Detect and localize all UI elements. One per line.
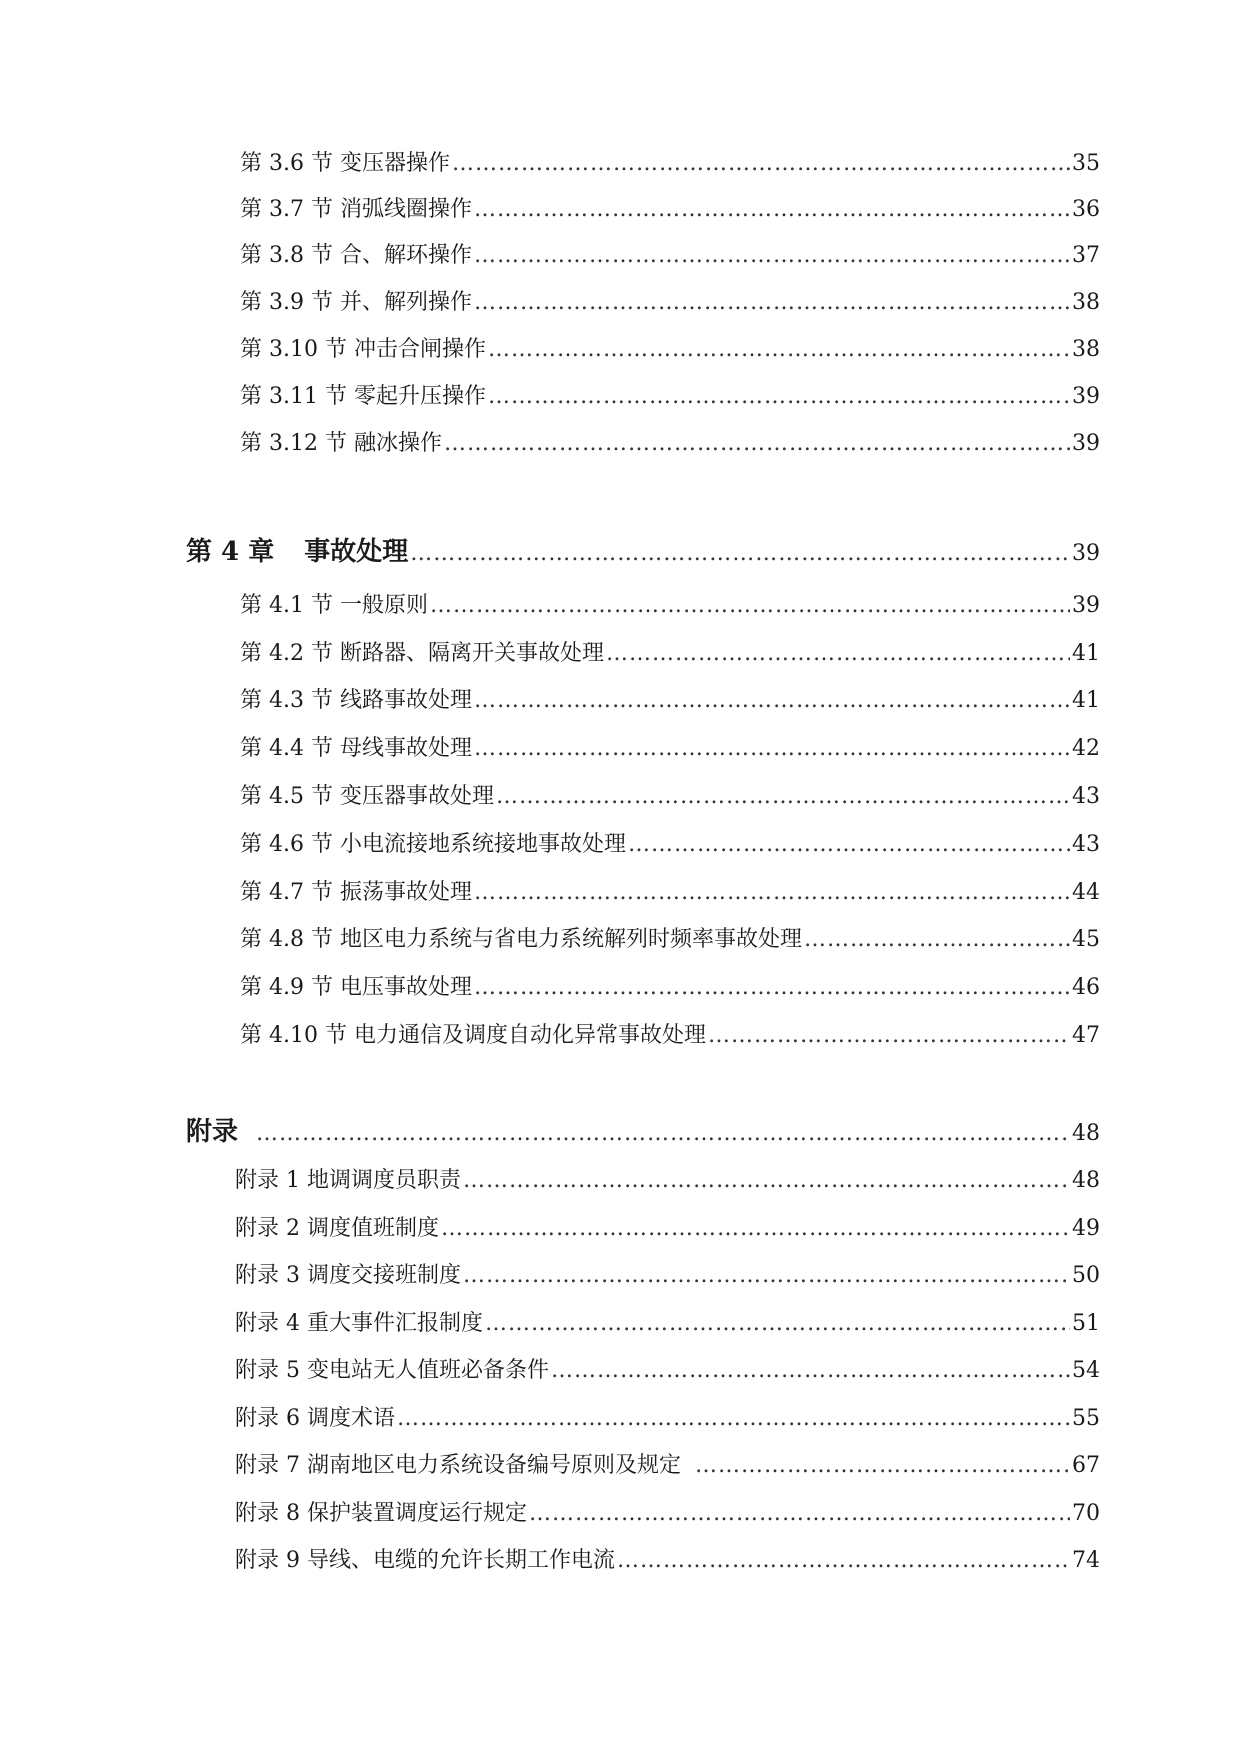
- dot-leader: [488, 337, 1070, 362]
- toc-entry-page: 39: [1072, 593, 1100, 618]
- toc-entry-page: 36: [1072, 197, 1100, 222]
- dot-leader: [606, 641, 1070, 666]
- toc-entry-page: 35: [1072, 151, 1100, 176]
- chapter-heading: [0, 531, 408, 568]
- toc-entry[interactable]: [0, 238, 1241, 269]
- toc-entry-page: 50: [1072, 1263, 1100, 1288]
- toc-entry[interactable]: [0, 1306, 1241, 1337]
- toc-entry-title: 第 4.9 节 电压事故处理: [240, 975, 472, 1000]
- toc-entry[interactable]: [0, 588, 1241, 619]
- toc-entry-title: 第 3.7 节 消弧线圈操作: [240, 197, 472, 222]
- dot-leader: [452, 151, 1070, 176]
- toc-entry-page: 46: [1072, 975, 1100, 1000]
- toc-entry-page: 39: [1072, 384, 1100, 409]
- dot-leader: [474, 880, 1070, 905]
- dot-leader: [463, 1168, 1070, 1193]
- toc-entry-title: 第 4.6 节 小电流接地系统接地事故处理: [240, 832, 626, 857]
- toc-entry-page: 39: [1072, 431, 1100, 456]
- toc-entry[interactable]: [0, 379, 1241, 410]
- toc-entry-title: 附录 1 地调调度员职责: [235, 1168, 461, 1193]
- toc-entry[interactable]: [0, 922, 1241, 953]
- toc-entry-title: 第 3.11 节 零起升压操作: [240, 384, 486, 409]
- toc-entry[interactable]: [0, 875, 1241, 906]
- toc-entry-page: 38: [1072, 290, 1100, 315]
- dot-leader: [617, 1548, 1070, 1573]
- toc-entry[interactable]: [0, 636, 1241, 667]
- dot-leader: [496, 784, 1070, 809]
- dot-leader: [485, 1311, 1070, 1336]
- toc-entry-title: 第 4.10 节 电力通信及调度自动化异常事故处理: [240, 1023, 706, 1048]
- toc-entry-page: 54: [1072, 1358, 1100, 1383]
- toc-entry-page: 70: [1072, 1501, 1100, 1526]
- toc-entry-page: 44: [1072, 880, 1100, 905]
- toc-entry-title: 第 4.4 节 母线事故处理: [240, 736, 472, 761]
- dot-leader: [488, 384, 1070, 409]
- toc-entry[interactable]: [0, 731, 1241, 762]
- dot-leader: [804, 927, 1070, 952]
- toc-entry[interactable]: [0, 1258, 1241, 1289]
- toc-entry-page: 43: [1072, 784, 1100, 809]
- dot-leader: [430, 593, 1070, 618]
- dot-leader: [628, 832, 1070, 857]
- toc-entry-title: 第 4.7 节 振荡事故处理: [240, 880, 472, 905]
- toc-entry[interactable]: [0, 1401, 1241, 1432]
- toc-entry[interactable]: [0, 1163, 1241, 1194]
- dot-leader: [474, 197, 1070, 222]
- toc-entry[interactable]: [0, 1018, 1241, 1049]
- toc-entry-page: 49: [1072, 1216, 1100, 1241]
- toc-entry-page: 45: [1072, 927, 1100, 952]
- toc-entry-title: 附录 7 湖南地区电力系统设备编号原则及规定: [235, 1453, 681, 1478]
- appendix-heading: 附录: [186, 1117, 239, 1147]
- toc-entry[interactable]: [0, 332, 1241, 363]
- toc-entry[interactable]: [0, 192, 1241, 223]
- toc-entry-page: 51: [1072, 1311, 1100, 1336]
- toc-entry-title: 第 3.12 节 融冰操作: [240, 431, 442, 456]
- toc-entry-title: 第 4.2 节 断路器、隔离开关事故处理: [240, 641, 604, 666]
- toc-entry-title: 第 4.8 节 地区电力系统与省电力系统解列时频率事故处理: [240, 927, 802, 952]
- toc-entry-page: 55: [1072, 1406, 1100, 1431]
- toc-entry-page: 39: [1072, 541, 1100, 566]
- toc-entry-page: 42: [1072, 736, 1100, 761]
- dot-leader: [708, 1023, 1070, 1048]
- toc-entry[interactable]: [0, 1353, 1241, 1384]
- toc-entry[interactable]: [0, 285, 1241, 316]
- toc-entry[interactable]: [0, 827, 1241, 858]
- toc-entry-title: 附录 3 调度交接班制度: [235, 1263, 461, 1288]
- dot-leader: [397, 1406, 1070, 1431]
- dot-leader: [529, 1501, 1070, 1526]
- toc-entry-title: 第 3.6 节 变压器操作: [240, 151, 450, 176]
- dot-leader: [463, 1263, 1070, 1288]
- toc-entry-page: 38: [1072, 337, 1100, 362]
- toc-entry-title: 附录 8 保护装置调度运行规定: [235, 1501, 527, 1526]
- toc-entry-page: 48: [1072, 1168, 1100, 1193]
- toc-entry[interactable]: [0, 970, 1241, 1001]
- dot-leader: [474, 736, 1070, 761]
- toc-entry-title: 第 4.3 节 线路事故处理: [240, 688, 472, 713]
- toc-entry-title: 附录 6 调度术语: [235, 1406, 395, 1431]
- toc-entry-page: 47: [1072, 1023, 1100, 1048]
- toc-entry[interactable]: [0, 1543, 1241, 1574]
- toc-entry[interactable]: [0, 1496, 1241, 1527]
- dot-leader: [474, 975, 1070, 1000]
- dot-leader: [410, 541, 1070, 566]
- toc-entry-page: 48: [1072, 1121, 1100, 1146]
- chapter-title: 事故处理: [304, 537, 409, 567]
- dot-leader: [474, 243, 1070, 268]
- toc-entry-title: 第 3.9 节 并、解列操作: [240, 290, 472, 315]
- dot-leader: [444, 431, 1070, 456]
- toc-entry-title: 附录 2 调度值班制度: [235, 1216, 439, 1241]
- toc-entry-page: 43: [1072, 832, 1100, 857]
- toc-entry-title: 第 4.1 节 一般原则: [240, 593, 428, 618]
- dot-leader: [474, 688, 1070, 713]
- toc-entry-title: 第 3.10 节 冲击合闸操作: [240, 337, 486, 362]
- toc-entry-title: 附录 4 重大事件汇报制度: [235, 1311, 483, 1336]
- toc-entry-page: 74: [1072, 1548, 1100, 1573]
- chapter-label: 第 4 章: [186, 537, 275, 567]
- dot-leader: [551, 1358, 1070, 1383]
- toc-entry-page: 41: [1072, 688, 1100, 713]
- toc-entry[interactable]: [0, 683, 1241, 714]
- toc-entry-title: 附录 9 导线、电缆的允许长期工作电流: [235, 1548, 615, 1573]
- toc-entry-title: 附录 5 变电站无人值班必备条件: [235, 1358, 549, 1383]
- dot-leader: [441, 1216, 1070, 1241]
- toc-entry-title: 第 4.5 节 变压器事故处理: [240, 784, 494, 809]
- toc-entry-page: 67: [1072, 1453, 1100, 1478]
- toc-entry[interactable]: [0, 1211, 1241, 1242]
- toc-entry-title: 第 3.8 节 合、解环操作: [240, 243, 472, 268]
- toc-entry-page: 41: [1072, 641, 1100, 666]
- dot-leader: [695, 1453, 1070, 1478]
- toc-entry[interactable]: [0, 146, 1241, 177]
- toc-entry[interactable]: [0, 1448, 1241, 1479]
- toc-chapter-entry[interactable]: [0, 531, 1241, 568]
- toc-entry-page: 37: [1072, 243, 1100, 268]
- dot-leader: [256, 1121, 1070, 1146]
- dot-leader: [474, 290, 1070, 315]
- toc-entry[interactable]: [0, 426, 1241, 457]
- toc-entry[interactable]: [0, 779, 1241, 810]
- toc-appendix-entry[interactable]: [0, 1111, 1241, 1148]
